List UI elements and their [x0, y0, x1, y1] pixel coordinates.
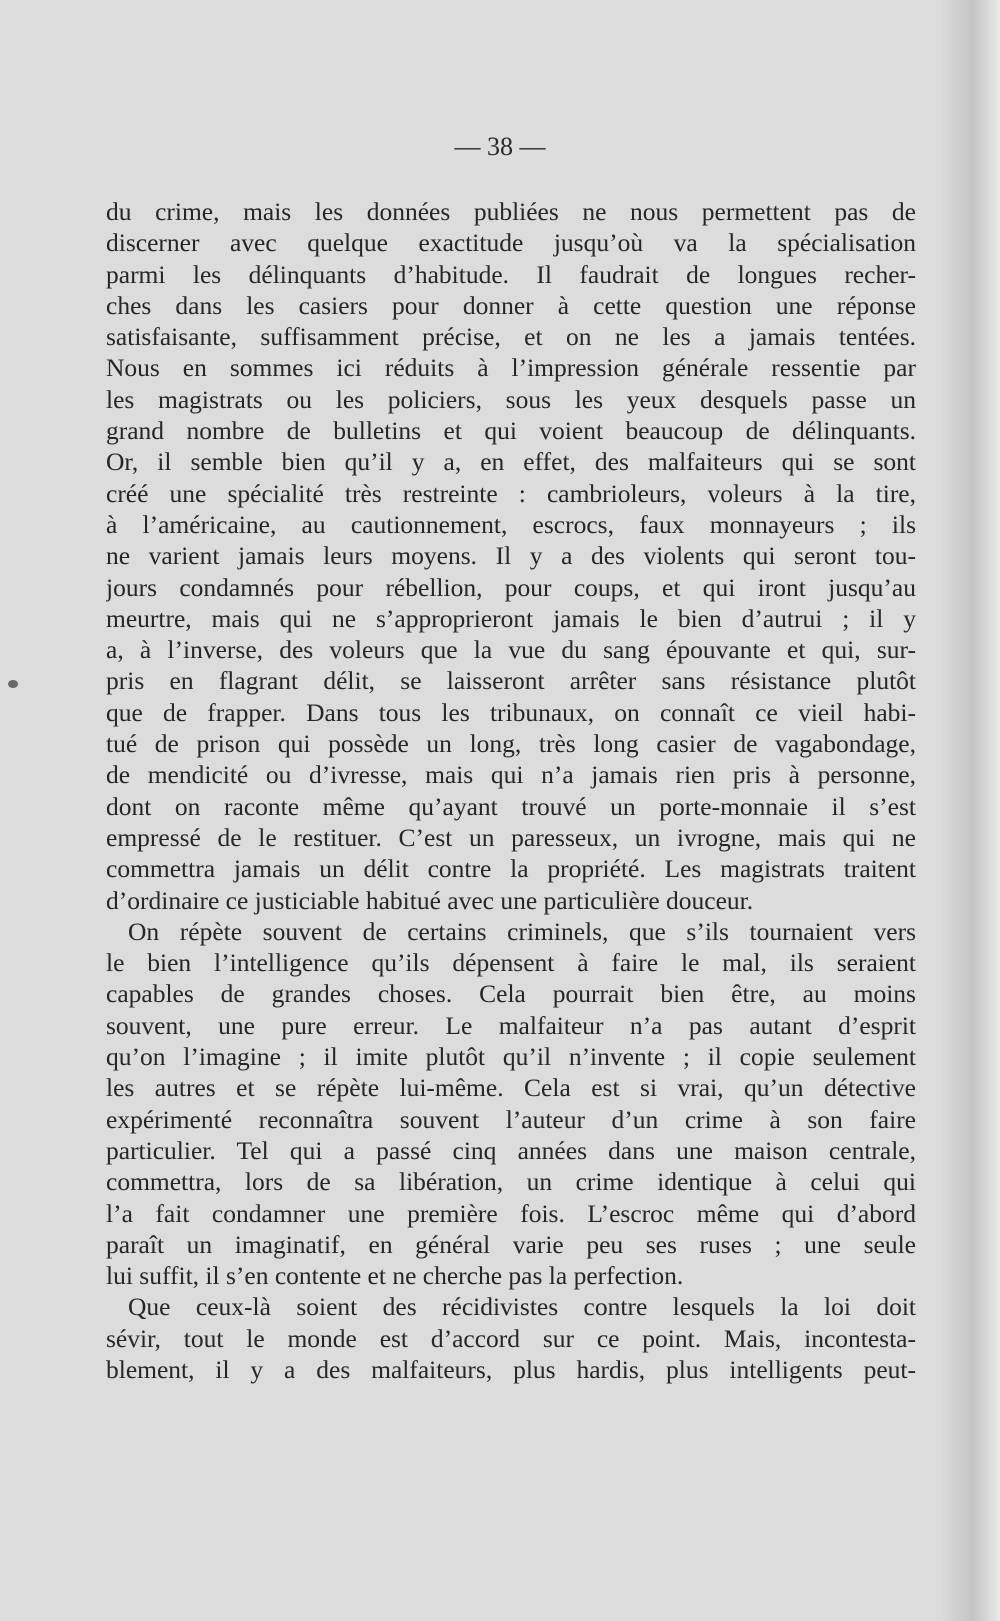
text-line: commettra jamais un délit contre la propriété. Les magistrats traitent — [106, 854, 916, 884]
text-line: souvent, une pure erreur. Le malfaiteur n’a pas autant d’esprit — [106, 1010, 916, 1040]
text-line: empressé de le restituer. C’est un paresseux, un ivrogne, mais qui ne — [106, 822, 916, 852]
text-line: satisfaisante, suffisamment précise, et on ne les a jamais tentées. — [106, 322, 916, 352]
margin-ink-spot — [8, 680, 18, 688]
text-line: ne varient jamais leurs moyens. Il y a des violents qui seront tou- — [106, 541, 916, 571]
body-text — [106, 196, 916, 1385]
text-line: les magistrats ou les policiers, sous les yeux desquels passe un — [106, 384, 916, 414]
text-line: Or, il semble bien qu’il y a, en effet, des malfaiteurs qui se sont — [106, 447, 916, 477]
text-line: jours condamnés pour rébellion, pour coups, et qui iront jusqu’au — [106, 572, 916, 602]
text-line: commettra, lors de sa libération, un crime identique à celui qui — [106, 1167, 916, 1197]
text-line: a, à l’inverse, des voleurs que la vue du sang épouvante et qui, sur- — [106, 635, 916, 665]
text-line: le bien l’intelligence qu’ils dépensent à faire le mal, ils seraient — [106, 948, 916, 978]
text-line: parmi les délinquants d’habitude. Il faudrait de longues recher- — [106, 259, 916, 289]
text-line: à l’américaine, au cautionnement, escrocs, faux monnayeurs ; ils — [106, 509, 916, 539]
text-line: ches dans les casiers pour donner à cette question une réponse — [106, 290, 916, 320]
text-line: blement, il y a des malfaiteurs, plus hardis, plus intelligents peut- — [106, 1354, 916, 1384]
text-line: tué de prison qui possède un long, très long casier de vagabondage, — [106, 729, 916, 759]
text-line: meurtre, mais qui ne s’approprieront jamais le bien d’autrui ; il y — [106, 603, 916, 633]
page-binding-shadow — [940, 0, 1000, 1621]
text-line: les autres et se répète lui-même. Cela est si vrai, qu’un détective — [106, 1073, 916, 1103]
text-line: capables de grandes choses. Cela pourrait bien être, au moins — [106, 979, 916, 1009]
text-line: l’a fait condamner une première fois. L’escroc même qui d’abord — [106, 1198, 916, 1228]
text-line: sévir, tout le monde est d’accord sur ce point. Mais, incontesta- — [106, 1323, 916, 1353]
text-line: pris en flagrant délit, se laisseront arrêter sans résistance plutôt — [106, 666, 916, 696]
text-line: que de frapper. Dans tous les tribunaux, on connaît ce vieil habi- — [106, 697, 916, 727]
text-line: qu’on l’imagine ; il imite plutôt qu’il n’invente ; il copie seulement — [106, 1042, 916, 1072]
text-line: discerner avec quelque exactitude jusqu’où va la spécialisation — [106, 228, 916, 258]
text-line: créé une spécialité très restreinte : cambrioleurs, voleurs à la tire, — [106, 478, 916, 508]
text-line: grand nombre de bulletins et qui voient beaucoup de délinquants. — [106, 416, 916, 446]
text-line: dont on raconte même qu’ayant trouvé un porte-monnaie il s’est — [106, 791, 916, 821]
text-line: Nous en sommes ici réduits à l’impression générale ressentie par — [106, 353, 916, 383]
text-line: expérimenté reconnaîtra souvent l’auteur d’un crime à son faire — [106, 1104, 916, 1134]
text-line: d’ordinaire ce justiciable habitué avec une particulière douceur. — [106, 885, 754, 915]
text-line: Que ceux-là soient des récidivistes contre lesquels la loi doit — [128, 1292, 916, 1322]
text-line: lui suffit, il s’en contente et ne cherche pas la perfection. — [106, 1261, 684, 1291]
text-line: particulier. Tel qui a passé cinq années dans une maison centrale, — [106, 1135, 916, 1165]
text-line: On répète souvent de certains criminels, que s’ils tournaient vers — [128, 916, 916, 946]
text-line: paraît un imaginatif, en général varie peu ses ruses ; une seule — [106, 1229, 916, 1259]
page-number: — 38 — — [454, 132, 546, 161]
text-line: de mendicité ou d’ivresse, mais qui n’a jamais rien pris à personne, — [106, 760, 916, 790]
text-line: du crime, mais les données publiées ne nous permettent pas de — [106, 197, 916, 226]
